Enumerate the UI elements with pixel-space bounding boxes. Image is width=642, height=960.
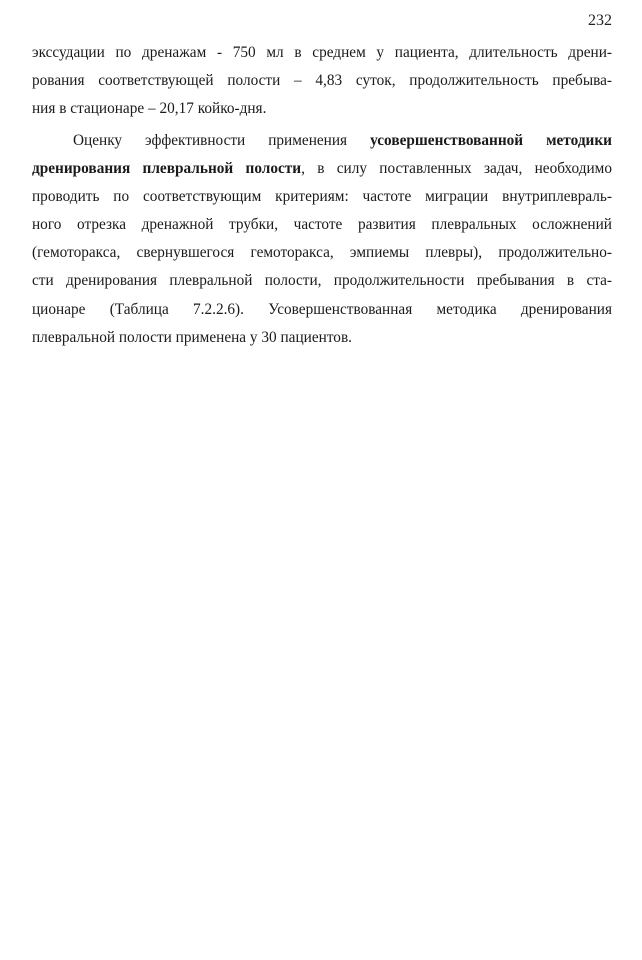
bold-phrase-part-1: усовершенствованной методики xyxy=(370,132,612,149)
paragraph-2-line-3: проводить по соответствующим критериям: частоте миграции внутриплевраль- xyxy=(32,188,612,205)
paragraph-2-line-6: сти дренирования плевральной полости, продолжительности пребывания в ста- xyxy=(32,272,612,289)
paragraph-2-line-4: ного отрезка дренажной трубки, частоте развития плевральных осложнений xyxy=(32,216,612,233)
paragraph-1-line-2: рования соответствующей полости – 4,83 суток, продолжительность пребыва- xyxy=(32,72,612,89)
page-number: 232 xyxy=(588,12,612,29)
bold-phrase-part-2: дренирования плевральной полости xyxy=(32,160,302,177)
paragraph-2-line-7: ционаре (Таблица 7.2.2.6). Усовершенствованная методика дренирования xyxy=(32,301,612,318)
paragraph-2-line-1-text: Оценку эффективности применения xyxy=(73,132,371,149)
paragraph-1-line-3: ния в стационаре – 20,17 койко-дня. xyxy=(32,100,267,117)
paragraph-2-line-8: плевральной полости применена у 30 пациентов. xyxy=(32,329,353,346)
paragraph-2-line-1 xyxy=(32,131,612,151)
paragraph-2-line-5: (гемоторакса, свернувшегося гемоторакса, эмпиемы плевры), продолжительно- xyxy=(32,244,612,261)
paragraph-2-line-2 xyxy=(32,159,612,179)
paragraph-1-line-1: экссудации по дренажам - 750 мл в среднем у пациента, длительность дрени- xyxy=(32,44,612,61)
paragraph-2-line-2-text: , в силу поставленных задач, необходимо xyxy=(301,160,612,177)
